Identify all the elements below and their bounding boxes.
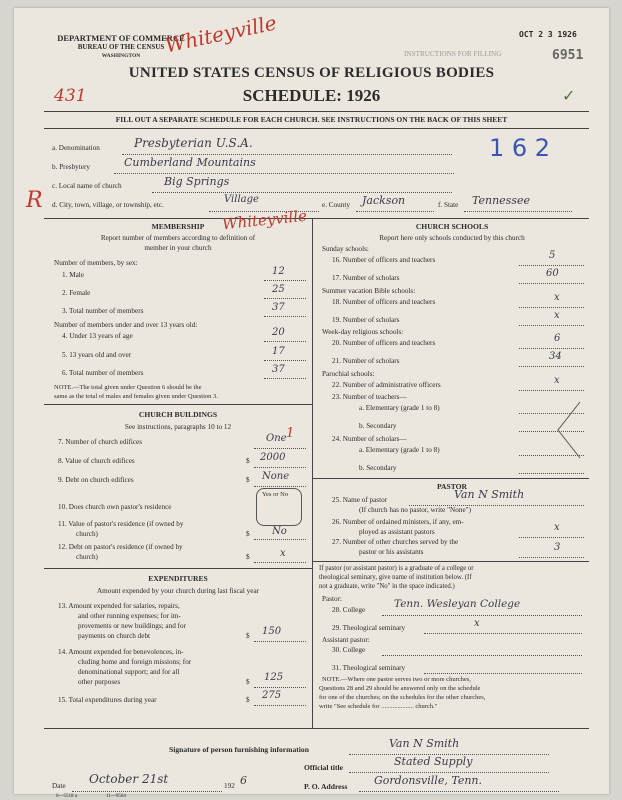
pastor-note-4: write "See schedule for .................... church." (319, 703, 438, 710)
local-name-line (152, 192, 452, 193)
column-divider (312, 218, 313, 728)
strike-mark (554, 400, 584, 460)
q12-label-1: 12. Debt on pastor's residence (if owned by (58, 543, 183, 551)
q13-value: 150 (262, 626, 282, 637)
q6-line (264, 378, 306, 379)
form-title: UNITED STATES CENSUS OF RELIGIOUS BODIES (128, 65, 495, 81)
q20-value: 6 (554, 333, 561, 344)
form-number: 6—5518 a (56, 794, 77, 799)
q21-value: 34 (549, 351, 562, 362)
q14-label-3: denominational support; and for all (78, 668, 180, 676)
instruction-header: INSTRUCTIONS FOR FILLING (404, 50, 502, 58)
date-value: October 21st (89, 772, 169, 786)
state-line (464, 211, 572, 212)
red-annotation-edifice: 1 (286, 426, 295, 441)
sunday-schools-label: Sunday schools: (322, 245, 369, 253)
schedule-number-stamp: 6951 (552, 48, 584, 63)
q15-line (254, 705, 306, 706)
grad-instruction-2: theological seminary, give name of institution below. (If (319, 574, 472, 581)
q22-line (519, 390, 584, 391)
q5-value: 17 (272, 346, 285, 357)
q12-line (254, 562, 306, 563)
dept-line-2: BUREAU OF THE CENSUS (77, 43, 165, 51)
denomination-label: a. Denomination (52, 144, 100, 152)
date-line (72, 791, 222, 792)
dollar-sign: $ (246, 476, 250, 484)
divider (44, 111, 589, 112)
q13-line (254, 641, 306, 642)
membership-note-2: same as the total of males and females given under Question 3. (54, 393, 218, 400)
q21-label: 21. Number of scholars (332, 357, 400, 365)
q29-value: x (474, 618, 480, 629)
buildings-title: CHURCH BUILDINGS (138, 410, 218, 419)
pastor-note-3: for one of the churches; on the schedules for the other churches, (319, 694, 486, 701)
q16-value: 5 (549, 250, 556, 261)
q2-value: 25 (272, 284, 285, 295)
q14-label-4: other purposes (78, 678, 121, 686)
q13-label-3: provements or new buildings; and for (78, 622, 186, 630)
official-title-value: Stated Supply (394, 755, 473, 768)
q5-label: 5. 13 years old and over (62, 351, 132, 359)
red-annotation-top: Whiteyville (162, 10, 279, 58)
membership-intro-1: Report number of members according to definition of (100, 234, 256, 242)
city-label: d. City, town, village, or township, etc. (52, 201, 164, 209)
q9-value: None (262, 471, 290, 482)
dollar-sign: $ (246, 457, 250, 465)
q19-label: 19. Number of scholars (332, 316, 400, 324)
red-annotation-431: 431 (54, 86, 87, 106)
q17-line (519, 283, 584, 284)
schedule-title: SCHEDULE: 1926 (242, 86, 381, 105)
pastor-note-2: Questions 28 and 29 should be answered only on the schedule (319, 685, 481, 692)
q28-label: 28. College (332, 606, 366, 614)
q11-line (254, 539, 306, 540)
q15-value: 275 (262, 690, 282, 701)
q14-label-2: cluding home and foreign missions; for (78, 658, 192, 666)
denomination-line (122, 154, 452, 155)
dollar-sign: $ (246, 553, 250, 561)
received-stamp: OCT 2 3 1926 (519, 30, 577, 39)
q13-label-2: and other running expenses; for im- (78, 612, 181, 620)
q25-label: 25. Name of pastor (332, 496, 388, 504)
q3-value: 37 (272, 302, 285, 313)
q7-value: One (266, 433, 287, 444)
q15-label: 15. Total expenditures during year (58, 696, 157, 704)
date-label: Date (52, 782, 66, 790)
po-address-line (359, 791, 559, 792)
weekday-schools-label: Week-day religious schools: (322, 328, 404, 336)
grad-instruction-3: not a graduate, write "No" in the space indicated.) (319, 583, 455, 590)
q16-label: 16. Number of officers and teachers (332, 256, 436, 264)
print-number: 11—9564 (106, 794, 126, 799)
q13-label-4: payments on church debt (78, 632, 151, 640)
dollar-sign: $ (246, 632, 250, 640)
q19-value: x (554, 310, 560, 321)
q2-line (264, 298, 306, 299)
q12-label-2: church) (76, 553, 98, 561)
q31-label: 31. Theological seminary (332, 664, 406, 672)
year-suffix: 6 (240, 774, 247, 787)
blue-annotation-162: 1 6 2 (489, 134, 551, 162)
presbytery-value: Cumberland Mountains (124, 156, 256, 169)
pastor-title: PASTOR (436, 482, 468, 491)
q26-value: x (554, 522, 560, 533)
q26-label-1: 26. Number of ordained ministers, if any, em- (332, 518, 464, 526)
q4-label: 4. Under 13 years of age (62, 332, 133, 340)
q3-line (264, 316, 306, 317)
dollar-sign: $ (246, 530, 250, 538)
q11-label-1: 11. Value of pastor's residence (if owned by (58, 520, 184, 528)
q24b-label: b. Secondary (359, 464, 397, 472)
denomination-value: Presbyterian U.S.A. (134, 136, 253, 150)
q30-label: 30. College (332, 646, 366, 654)
membership-title: MEMBERSHIP (151, 222, 205, 231)
q1-value: 12 (272, 266, 285, 277)
q4-value: 20 (272, 327, 285, 338)
po-address-value: Gordonsville, Tenn. (374, 774, 482, 787)
membership-sub-1: Number of members, by sex: (54, 259, 138, 267)
q25-note: (If church has no pastor, write "None") (359, 506, 471, 514)
q14-value: 125 (264, 672, 284, 683)
q5-line (264, 360, 306, 361)
q18-label: 18. Number of officers and teachers (332, 298, 436, 306)
q25-value: Van N Smith (454, 488, 525, 501)
city-value: Village (224, 194, 259, 205)
q27-value: 3 (554, 542, 561, 553)
membership-intro-2: member in your church (144, 244, 212, 252)
q16-line (519, 265, 584, 266)
q3-label: 3. Total number of members (62, 307, 144, 315)
q29-line (424, 633, 582, 634)
divider (44, 404, 312, 405)
q19-line (519, 325, 584, 326)
q18-line (519, 307, 584, 308)
q20-label: 20. Number of officers and teachers (332, 339, 436, 347)
buildings-intro: See instructions, paragraphs 10 to 12 (124, 423, 232, 431)
q9-line (254, 486, 306, 487)
q8-line (254, 467, 306, 468)
q26-line (519, 537, 584, 538)
presbytery-line (114, 173, 454, 174)
divider (44, 728, 589, 729)
red-annotation-r: R (26, 188, 43, 213)
q17-label: 17. Number of scholars (332, 274, 400, 282)
q6-label: 6. Total number of members (62, 369, 144, 377)
q4-line (264, 341, 306, 342)
local-name-label: c. Local name of church (52, 182, 122, 190)
q7-line (254, 448, 306, 449)
dept-line-1: DEPARTMENT OF COMMERCE (57, 33, 185, 43)
q13-label-1: 13. Amount expended for salaries, repairs, (58, 602, 180, 610)
q17-value: 60 (546, 268, 559, 279)
q11-label-2: church) (76, 530, 98, 538)
q2-label: 2. Female (62, 289, 91, 297)
divider (44, 568, 312, 569)
parochial-schools-label: Parochial schools: (322, 370, 375, 378)
year-prefix: 192 (224, 782, 235, 790)
q27-label-1: 27. Number of other churches served by the (332, 538, 459, 546)
q21-line (519, 366, 584, 367)
q20-line (519, 348, 584, 349)
membership-sub-2: Number of members under and over 13 years old: (54, 321, 198, 329)
county-line (356, 211, 434, 212)
q26-label-2: ployed as assistant pastors (359, 528, 435, 536)
pastor-note-1: NOTE.—Where one pastor serves two or more churches, (322, 676, 471, 683)
q22-label: 22. Number of administrative officers (332, 381, 441, 389)
state-label: f. State (438, 201, 459, 209)
q23b-label: b. Secondary (359, 422, 397, 430)
q24b-line (519, 473, 584, 474)
summer-schools-label: Summer vacation Bible schools: (322, 287, 416, 295)
q7-label: 7. Number of church edifices (58, 438, 143, 446)
dept-line-3: WASHINGTON (101, 53, 141, 59)
q10-label: 10. Does church own pastor's residence (58, 503, 172, 511)
q30-line (382, 655, 582, 656)
q8-value: 2000 (260, 452, 286, 463)
divider (312, 561, 589, 562)
q29-label: 29. Theological seminary (332, 624, 406, 632)
q14-label-1: 14. Amount expended for benevolences, in- (58, 648, 184, 656)
q27-line (519, 557, 584, 558)
membership-note-1: NOTE.—The total given under Question 6 should be the (54, 384, 202, 391)
official-title-line (349, 772, 549, 773)
dollar-sign: $ (246, 678, 250, 686)
state-value: Tennessee (472, 194, 530, 207)
q1-label: 1. Male (62, 271, 84, 279)
expenditures-intro: Amount expended by your church during last fiscal year (96, 587, 260, 595)
divider (312, 478, 589, 479)
q12-value: x (280, 548, 286, 559)
q14-line (254, 687, 306, 688)
divider (44, 218, 589, 219)
yes-no-label: Yes or No (262, 491, 289, 498)
assistant-pastor-sublabel: Assistant pastor: (322, 636, 370, 644)
q24-label: 24. Number of scholars— (332, 435, 407, 443)
county-label: e. County (322, 201, 350, 209)
q28-value: Tenn. Wesleyan College (394, 598, 521, 610)
check-mark: ✓ (562, 88, 576, 105)
po-address-label: P. O. Address (304, 782, 348, 791)
q28-line (382, 615, 582, 616)
signature-value: Van N Smith (389, 737, 460, 750)
census-schedule-sheet (14, 8, 609, 799)
dollar-sign: $ (246, 696, 250, 704)
q9-label: 9. Debt on church edifices (58, 476, 134, 484)
expenditures-title: EXPENDITURES (148, 574, 208, 583)
q23-label: 23. Number of teachers— (332, 393, 407, 401)
divider (44, 128, 589, 129)
red-annotation-membership: Whiteyville (221, 206, 308, 234)
presbytery-label: b. Presbytery (52, 163, 90, 171)
q8-label: 8. Value of church edifices (58, 457, 135, 465)
q22-value: x (554, 375, 560, 386)
official-title-label: Official title (304, 763, 344, 772)
signature-label: Signature of person furnishing information (169, 745, 309, 754)
q1-line (264, 280, 306, 281)
local-name-value: Big Springs (164, 175, 230, 188)
q23a-label: a. Elementary (grade 1 to 8) (359, 404, 440, 412)
schools-title: CHURCH SCHOOLS (415, 222, 489, 231)
q10-value: No (272, 526, 287, 537)
schools-intro: Report here only schools conducted by this church (379, 234, 525, 242)
q18-value: x (554, 292, 560, 303)
instruction-line: FILL OUT A SEPARATE SCHEDULE FOR EACH CHURCH. SEE INSTRUCTIONS ON THE BACK OF THIS SHEET (115, 115, 508, 124)
grad-instruction-1: If pastor (or assistant pastor) is a graduate of a college or (319, 565, 474, 572)
q27-label-2: pastor or his assistants (359, 548, 424, 556)
q31-line (424, 673, 582, 674)
county-value: Jackson (362, 194, 406, 207)
q6-value: 37 (272, 364, 285, 375)
yes-no-box (256, 488, 302, 526)
pastor-sublabel: Pastor: (322, 595, 342, 603)
q24a-label: a. Elementary (grade 1 to 8) (359, 446, 440, 454)
